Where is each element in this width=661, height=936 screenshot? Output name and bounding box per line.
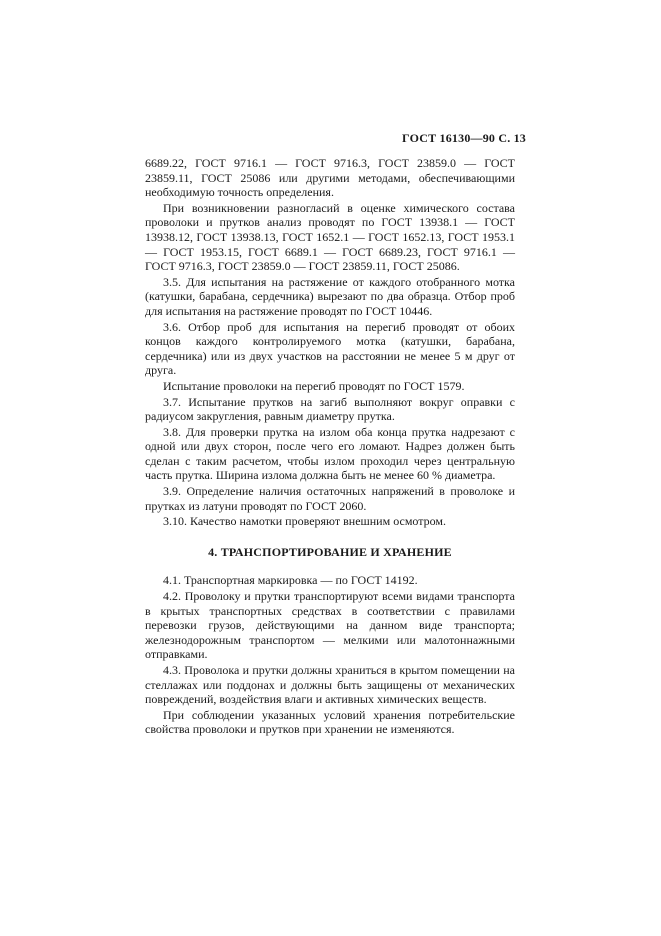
paragraph-p-3-8: 3.8. Для проверки прутка на излом оба конца прутка надрезают с одной или двух сторон, после чего его ломают. Надрез должен быть сделан с таким расчетом, чтобы излом проходил через центральную часть прутка. Ширина излома должна быть не менее 60 % диаметра. (145, 424, 515, 483)
paragraph-p-3-9: 3.9. Определение наличия остаточных напряжений в проволоке и прутках из латуни проводят по ГОСТ 2060. (145, 484, 515, 513)
page-header: ГОСТ 16130—90 С. 13 (402, 131, 526, 145)
section-title: 4. ТРАНСПОРТИРОВАНИЕ И ХРАНЕНИЕ (208, 544, 452, 559)
paragraph-p-3-7: 3.7. Испытание прутков на загиб выполняют вокруг оправки с радиусом закругления, равным диаметру прутка. (145, 394, 515, 424)
paragraph-p-3-6: 3.6. Отбор проб для испытания на перегиб проводят от обоих концов каждого контролируемого мотка (катушки, барабана, сердечника) или из двух участков на расстоянии не менее 5 м друг от друга. (145, 319, 515, 378)
paragraph-p-4-1: 4.1. Транспортная маркировка — по ГОСТ 14192. (163, 573, 418, 588)
paragraph-p-4-3: 4.3. Проволока и прутки должны храниться в крытом помещении на стеллажах или поддонах и должны быть защищены от механических повреждений, воздействия влаги и активных химических веществ. (145, 663, 515, 707)
paragraph-p-4-2: 4.2. Проволоку и прутки транспортируют всеми видами транспорта в крытых транспортных средствах в соответствии с правилами перевозки грузов, действующими на данном виде транспорта; железнодорожным транспортом — мелкими или малотоннажными отправками. (145, 589, 515, 662)
paragraph-p-3-10: 3.10. Качество намотки проверяют внешним осмотром. (163, 514, 447, 529)
section-4-text (145, 573, 515, 737)
paragraph-p-3-6b: Испытание проволоки на перегиб проводят по ГОСТ 1579. (163, 378, 465, 393)
section-3-text (145, 156, 515, 529)
paragraph-p-disagree: При возникновении разногласий в оценке химического состава проволоки и прутков анализ проводят по ГОСТ 13938.1 — ГОСТ 13938.12, ГОСТ 13938.13, ГОСТ 1652.1 — ГОСТ 1652.13, ГОСТ 1953.1 — ГОСТ 1953.15, ГОСТ 6689.1 — ГОСТ 6689.23, ГОСТ 9716.1 — ГОСТ 9716.3, ГОСТ 23859.0 — ГОСТ 23859.11, ГОСТ 25086. (145, 200, 515, 274)
paragraph-p-3-5: 3.5. Для испытания на растяжение от каждого отобранного мотка (катушки, барабана, сердечника) вырезают по два образца. Отбор проб для испытания на растяжение проводят по ГОСТ 10446. (145, 274, 515, 318)
document-body (145, 156, 515, 737)
paragraph-p-4-3b: При соблюдении указанных условий хранения потребительские свойства проволоки и прутков при хранении не изменяются. (145, 707, 515, 737)
paragraph-p-cont: 6689.22, ГОСТ 9716.1 — ГОСТ 9716.3, ГОСТ 23859.0 — ГОСТ 23859.11, ГОСТ 25086 или другими методами, обеспечивающими необходимую точность определения. (145, 156, 515, 200)
